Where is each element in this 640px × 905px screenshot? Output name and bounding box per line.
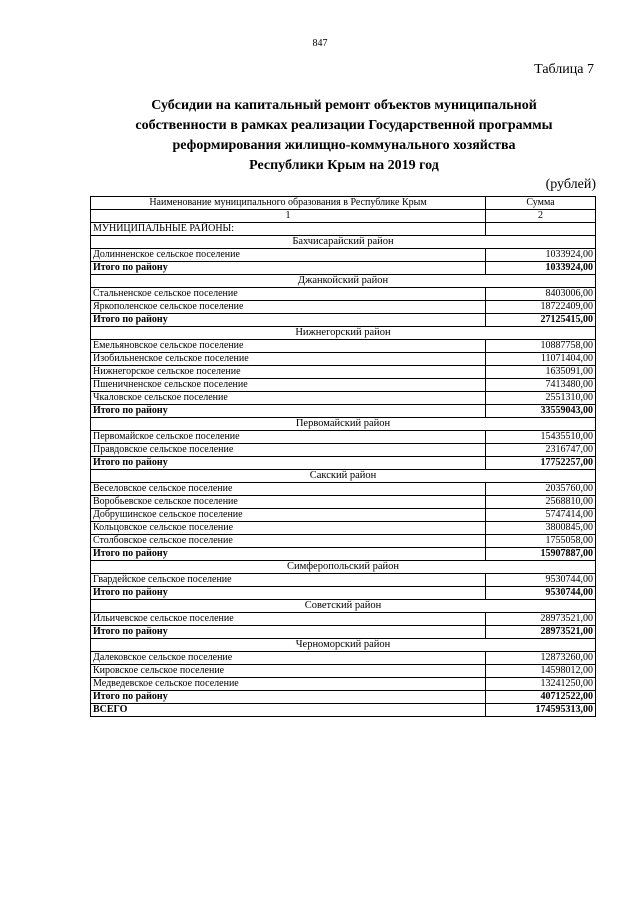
district-total-label: Итого по району (91, 587, 486, 600)
subsidies-table (90, 196, 596, 717)
settlement-sum: 11071404,00 (486, 353, 596, 366)
settlement-sum: 8403006,00 (486, 288, 596, 301)
settlement-row (91, 366, 596, 379)
district-row (91, 639, 596, 652)
district-total-sum: 28973521,00 (486, 626, 596, 639)
district-total-label: Итого по району (91, 314, 486, 327)
settlement-name: Кольцовское сельское поселение (91, 522, 486, 535)
section-empty-cell (486, 223, 596, 236)
document-title (90, 96, 598, 176)
district-total-row (91, 691, 596, 704)
title-line: собственности в рамках реализации Государственной программы (135, 118, 553, 133)
district-total-row (91, 457, 596, 470)
settlement-name: Изобильненское сельское поселение (91, 353, 486, 366)
settlement-sum: 1635091,00 (486, 366, 596, 379)
settlement-name: Гвардейское сельское поселение (91, 574, 486, 587)
settlement-name: Добрушинское сельское поселение (91, 509, 486, 522)
settlement-row (91, 379, 596, 392)
district-total-sum: 9530744,00 (486, 587, 596, 600)
settlement-name: Яркополенское сельское поселение (91, 301, 486, 314)
settlement-sum: 1033924,00 (486, 249, 596, 262)
header-row (91, 197, 596, 210)
district-row (91, 236, 596, 249)
settlement-sum: 14598012,00 (486, 665, 596, 678)
district-total-sum: 33559043,00 (486, 405, 596, 418)
settlement-sum: 3800845,00 (486, 522, 596, 535)
settlement-row (91, 301, 596, 314)
district-total-label: Итого по району (91, 548, 486, 561)
district-total-sum: 27125415,00 (486, 314, 596, 327)
header-sum: Сумма (486, 197, 596, 210)
district-total-row (91, 314, 596, 327)
units-label: (рублей) (545, 177, 596, 192)
grand-total-sum: 174595313,00 (486, 704, 596, 717)
district-total-row (91, 587, 596, 600)
settlement-sum: 5747414,00 (486, 509, 596, 522)
settlement-sum: 18722409,00 (486, 301, 596, 314)
section-title: МУНИЦИПАЛЬНЫЕ РАЙОНЫ: (91, 223, 486, 236)
settlement-sum: 7413480,00 (486, 379, 596, 392)
settlement-sum: 13241250,00 (486, 678, 596, 691)
district-row (91, 561, 596, 574)
district-total-row (91, 548, 596, 561)
settlement-row (91, 535, 596, 548)
settlement-sum: 2568810,00 (486, 496, 596, 509)
settlement-sum: 28973521,00 (486, 613, 596, 626)
settlement-sum: 1755058,00 (486, 535, 596, 548)
settlement-row (91, 509, 596, 522)
settlement-sum: 2316747,00 (486, 444, 596, 457)
settlement-name: Первомайское сельское поселение (91, 431, 486, 444)
district-total-row (91, 262, 596, 275)
settlement-name: Кировское сельское поселение (91, 665, 486, 678)
district-total-label: Итого по району (91, 691, 486, 704)
settlement-name: Чкаловское сельское поселение (91, 392, 486, 405)
settlement-name: Столбовское сельское поселение (91, 535, 486, 548)
district-total-row (91, 626, 596, 639)
header-name: Наименование муниципального образования в Республике Крым (91, 197, 486, 210)
settlement-sum: 9530744,00 (486, 574, 596, 587)
district-name: Первомайский район (91, 418, 596, 431)
settlement-row (91, 431, 596, 444)
settlement-name: Медведевское сельское поселение (91, 678, 486, 691)
settlement-row (91, 613, 596, 626)
settlement-row (91, 652, 596, 665)
title-line: реформирования жилищно-коммунального хозяйства (172, 138, 516, 153)
settlement-sum: 15435510,00 (486, 431, 596, 444)
settlement-name: Долинненское сельское поселение (91, 249, 486, 262)
district-name: Джанкойский район (91, 275, 596, 288)
title-line: Субсидии на капитальный ремонт объектов муниципальной (151, 98, 537, 113)
settlement-name: Ильичевское сельское поселение (91, 613, 486, 626)
settlement-row (91, 678, 596, 691)
settlement-row (91, 353, 596, 366)
district-total-row (91, 405, 596, 418)
settlement-sum: 10887758,00 (486, 340, 596, 353)
settlement-name: Нижнегорское сельское поселение (91, 366, 486, 379)
settlement-name: Емельяновское сельское поселение (91, 340, 486, 353)
settlement-row (91, 574, 596, 587)
column-number-row (91, 210, 596, 223)
table-body (91, 197, 596, 717)
settlement-sum: 2035760,00 (486, 483, 596, 496)
title-line: Республики Крым на 2019 год (249, 158, 439, 173)
district-name: Бахчисарайский район (91, 236, 596, 249)
settlement-row (91, 392, 596, 405)
district-total-sum: 15907887,00 (486, 548, 596, 561)
section-row (91, 223, 596, 236)
district-row (91, 327, 596, 340)
settlement-name: Стальненское сельское поселение (91, 288, 486, 301)
district-total-label: Итого по району (91, 405, 486, 418)
district-total-label: Итого по району (91, 457, 486, 470)
district-row (91, 470, 596, 483)
column-number-1: 1 (91, 210, 486, 223)
settlement-row (91, 665, 596, 678)
district-name: Нижнегорский район (91, 327, 596, 340)
settlement-row (91, 288, 596, 301)
settlement-row (91, 249, 596, 262)
district-name: Симферопольский район (91, 561, 596, 574)
table-label: Таблица 7 (534, 62, 594, 77)
district-name: Советский район (91, 600, 596, 613)
settlement-name: Далековское сельское поселение (91, 652, 486, 665)
district-total-sum: 1033924,00 (486, 262, 596, 275)
district-total-sum: 40712522,00 (486, 691, 596, 704)
settlement-name: Веселовское сельское поселение (91, 483, 486, 496)
settlement-sum: 2551310,00 (486, 392, 596, 405)
district-name: Сакский район (91, 470, 596, 483)
district-total-label: Итого по району (91, 626, 486, 639)
settlement-name: Воробьевское сельское поселение (91, 496, 486, 509)
settlement-name: Пшеничненское сельское поселение (91, 379, 486, 392)
district-row (91, 275, 596, 288)
settlement-sum: 12873260,00 (486, 652, 596, 665)
column-number-2: 2 (486, 210, 596, 223)
settlement-row (91, 444, 596, 457)
grand-total-row (91, 704, 596, 717)
grand-total-label: ВСЕГО (91, 704, 486, 717)
page-number: 847 (312, 38, 328, 49)
district-name: Черноморский район (91, 639, 596, 652)
settlement-row (91, 496, 596, 509)
district-total-label: Итого по району (91, 262, 486, 275)
settlement-row (91, 340, 596, 353)
settlement-row (91, 522, 596, 535)
district-row (91, 418, 596, 431)
settlement-name: Правдовское сельское поселение (91, 444, 486, 457)
district-total-sum: 17752257,00 (486, 457, 596, 470)
settlement-row (91, 483, 596, 496)
district-row (91, 600, 596, 613)
